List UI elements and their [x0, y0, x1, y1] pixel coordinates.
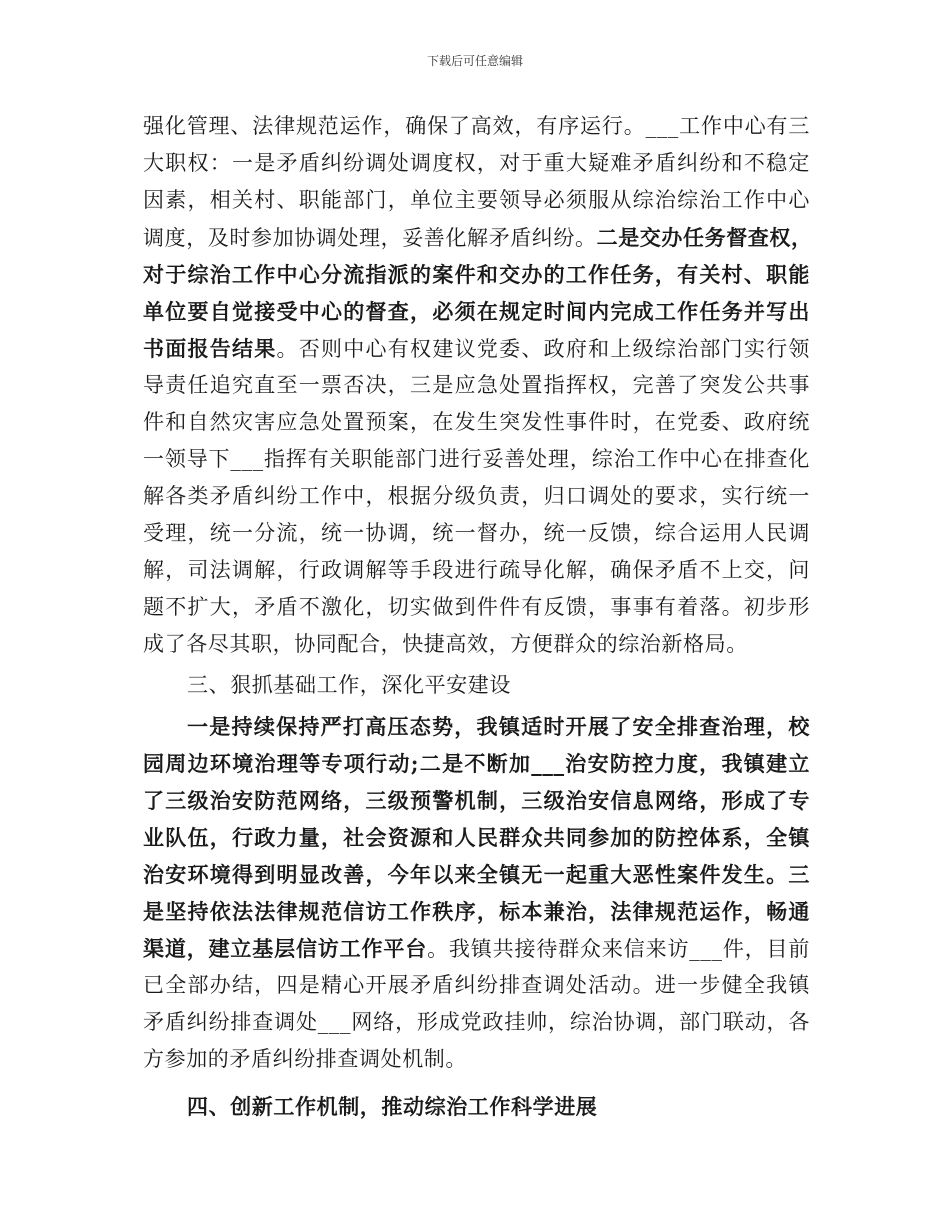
text-line: 强化管理、法律规范运作，确保了高效，有序运行。___工作中心有三	[143, 114, 810, 138]
section-heading-4: 四、创新工作机制，推动综治工作科学进展	[187, 1094, 598, 1119]
document-body	[143, 108, 813, 1125]
section-heading-3: 三、狠抓基础工作，深化平安建设	[187, 673, 511, 697]
text-run: 。否则中心有权建议党委、政府和上级综治部门实行领	[276, 337, 810, 361]
bold-text-line: 是坚持依法法律规范信访工作秩序，标本兼治，法律规范运作，畅通	[143, 899, 810, 924]
text-line: 导责任追究直至一票否决，三是应急处置指挥权，完善了突发公共事	[143, 373, 810, 397]
text-line: 因素，相关村、职能部门，单位主要领导必须服从综治综治工作中心	[143, 188, 810, 212]
bold-text-line: 了三级治安防范网络，三级预警机制，三级治安信息网络，形成了专	[143, 788, 810, 813]
text-line: 题不扩大，矛盾不激化，切实做到件件有反馈，事事有着落。初步形	[143, 595, 810, 619]
bold-text-run: 二是交办任务督查权，	[596, 225, 813, 250]
bold-text-line: 对于综治工作中心分流指派的案件和交办的工作任务，有关村、职能	[143, 262, 810, 287]
text-line	[143, 330, 810, 367]
text-line: 一领导下___指挥有关职能部门进行妥善处理，综治工作中心在排查化	[143, 447, 810, 471]
text-line: 解各类矛盾纠纷工作中，根据分级负责，归口调处的要求，实行统一	[143, 484, 810, 508]
text-line	[143, 219, 813, 256]
text-line: 件和自然灾害应急处置预案，在发生突发性事件时，在党委、政府统	[143, 410, 810, 434]
bold-text-run: 渠道，建立基层信访工作平台	[143, 936, 428, 961]
bold-text-run: 书面报告结果	[143, 336, 277, 361]
text-line: 解，司法调解，行政调解等手段进行疏导化解，确保矛盾不上交，问	[143, 558, 810, 582]
page-header: 下载后可任意编辑	[426, 54, 523, 68]
text-line: 成了各尽其职，协同配合，快捷高效，方便群众的综治新格局。	[143, 632, 748, 656]
paragraph-1	[143, 108, 813, 663]
text-run: 调度，及时参加协调处理，妥善化解矛盾纠纷。	[143, 226, 597, 250]
bold-text-line: 一是持续保持严打高压态势，我镇适时开展了安全排查治理，校	[187, 714, 810, 739]
text-line: 已全部办结，四是精心开展矛盾纠纷排查调处活动。进一步健全我镇	[143, 973, 810, 997]
text-run: 。我镇共接待群众来信来访___件，目前	[427, 937, 810, 961]
text-line: 大职权：一是矛盾纠纷调处调度权，对于重大疑难矛盾纠纷和不稳定	[143, 151, 810, 175]
bold-text-line: 业队伍，行政力量，社会资源和人民群众共同参加的防控体系，全镇	[143, 825, 810, 850]
paragraph-2	[143, 708, 810, 1078]
text-line: 矛盾纠纷排查调处___网络，形成党政挂帅，综治协调，部门联动，各	[143, 1010, 810, 1034]
bold-text-line: 园周边环境治理等专项行动;二是不断加___治安防控力度，我镇建立	[143, 751, 810, 776]
bold-text-line: 单位要自觉接受中心的督查，必须在规定时间内完成工作任务并写出	[143, 299, 810, 324]
text-line: 受理，统一分流，统一协调，统一督办，统一反馈，综合运用人民调	[143, 521, 810, 545]
bold-text-line: 治安环境得到明显改善，今年以来全镇无一起重大恶性案件发生。三	[143, 862, 810, 887]
text-line	[143, 930, 810, 967]
text-line: 方参加的矛盾纠纷排查调处机制。	[143, 1047, 467, 1071]
